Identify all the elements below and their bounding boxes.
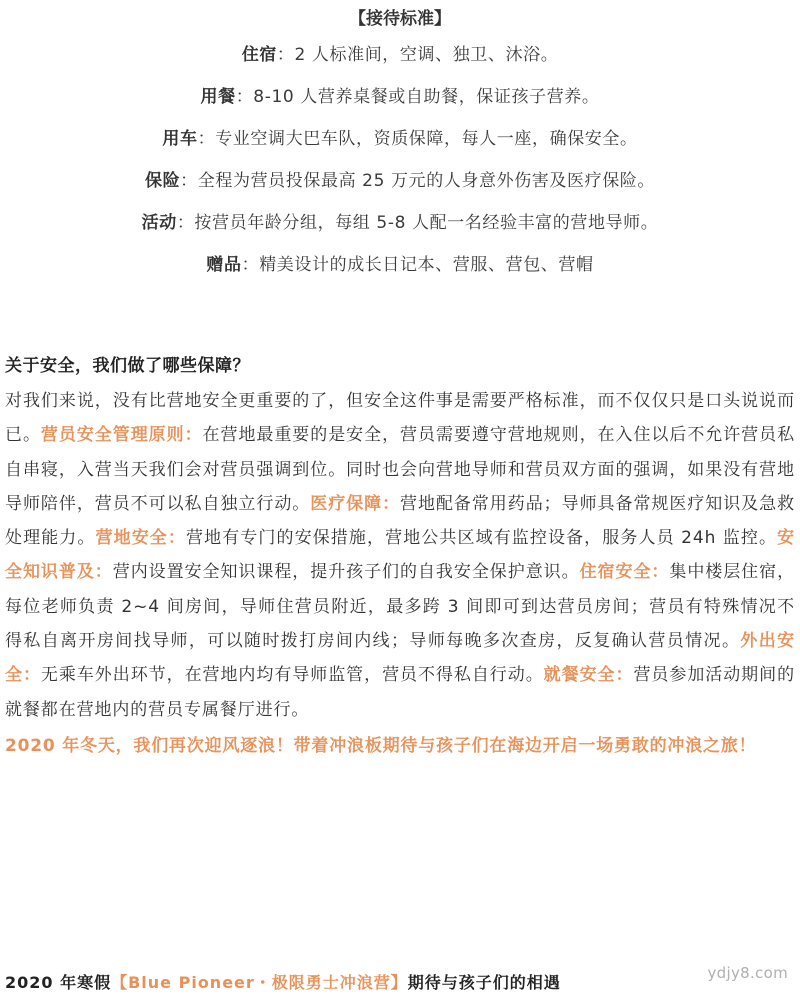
safety-section-title: 安全知识普及： — [5, 528, 795, 583]
standards-row-text: ：专业空调大巴车队，资质保障，每人一座，确保安全。 — [197, 129, 638, 149]
standards-row-text: ：按营员年龄分组，每组 5-8 人配一名经验丰富的营地导师。 — [176, 213, 659, 233]
safety-section-text: 营内设置安全知识课程，提升孩子们的自我安全保护意识。 — [112, 562, 580, 583]
standards-row-label: 赠品 — [206, 255, 242, 275]
standards-heading: 【接待标准】 — [349, 9, 451, 29]
safety-section-title: 外出安全： — [5, 631, 795, 686]
standards-list — [0, 34, 800, 286]
closing-statement: 2020 年冬天，我们再次迎风逐浪！带着冲浪板期待与孩子们在海边开启一场勇敢的冲浪之旅！ — [5, 735, 757, 756]
standards-row-text: ：全程为营员投保最高 25 万元的人身意外伤害及医疗保险。 — [180, 171, 656, 191]
reception-standards — [0, 0, 800, 286]
final-suffix: 期待与孩子们的相遇 — [407, 973, 561, 992]
standards-row-label: 用餐 — [200, 87, 236, 107]
standards-row — [0, 118, 800, 160]
safety-section-text: 无乘车外出环节，在营地内均有导师监管，营员不得私自行动。 — [40, 665, 544, 686]
standards-row-label: 保险 — [144, 171, 181, 191]
standards-row-label: 活动 — [141, 213, 177, 233]
final-line — [5, 970, 561, 996]
safety-section-text: 集中楼层住宿，每位老师负责 2~4 间房间，导师住营员附近，最多跨 3 间即可到达营员房间；营员有特殊情况不得私自离开房间找导师，可以随时拨打房间内线；导师每晚多次查房，反复确认营员情况。 — [5, 562, 795, 652]
standards-row — [0, 202, 800, 244]
standards-row — [0, 160, 800, 202]
standards-row — [0, 34, 800, 76]
standards-row-text: ：2 人标准间，空调、独卫、沐浴。 — [276, 45, 559, 65]
camp-name: 【Blue Pioneer・极限勇士冲浪营】 — [111, 973, 408, 992]
standards-row-label: 住宿 — [241, 45, 277, 65]
safety-section-title: 就餐安全： — [543, 665, 634, 686]
safety-section-text: 营员参加活动期间的就餐都在营地内的营员专属餐厅进行。 — [5, 665, 795, 720]
safety-section-title: 医疗保障： — [310, 493, 401, 514]
safety-heading: 关于安全，我们做了哪些保障？ — [5, 356, 250, 376]
safety-body — [5, 384, 795, 727]
safety-section-text: 营地配备常用药品；导师具备常规医疗知识及急救处理能力。 — [5, 493, 795, 549]
safety-section-title: 住宿安全： — [579, 562, 670, 583]
standards-row-text: ：8-10 人营养桌餐或自助餐，保证孩子营养。 — [235, 87, 600, 107]
safety-section-text: 营地有专门的安保措施，营地公共区域有监控设备，服务人员 24h 监控。 — [186, 528, 778, 549]
safety-section-title: 营地安全： — [95, 528, 186, 549]
safety-section-title: 营员安全管理原则： — [40, 425, 203, 446]
standards-row-text: ：精美设计的成长日记本、营服、营包、营帽 — [241, 255, 594, 275]
standards-row-label: 用车 — [162, 129, 198, 149]
safety-section-text: 在营地最重要的是安全，营员需要遵守营地规则，在入住以后不允许营员私自串寝，入营当天我们会对营员强调到位。同时也会向营地导师和营员双方面的强调，如果没有营地导师陪伴，营员不可以私自独立行动。 — [5, 425, 795, 514]
safety-section — [5, 348, 795, 763]
watermark: ydjy8.com — [707, 964, 788, 982]
standards-row — [0, 244, 800, 286]
standards-row — [0, 76, 800, 118]
final-prefix: 2020 年寒假 — [5, 973, 112, 992]
safety-intro: 对我们来说，没有比营地安全更重要的了，但安全这件事是需要严格标准，而不仅仅只是口头说说而已。 — [5, 391, 795, 446]
